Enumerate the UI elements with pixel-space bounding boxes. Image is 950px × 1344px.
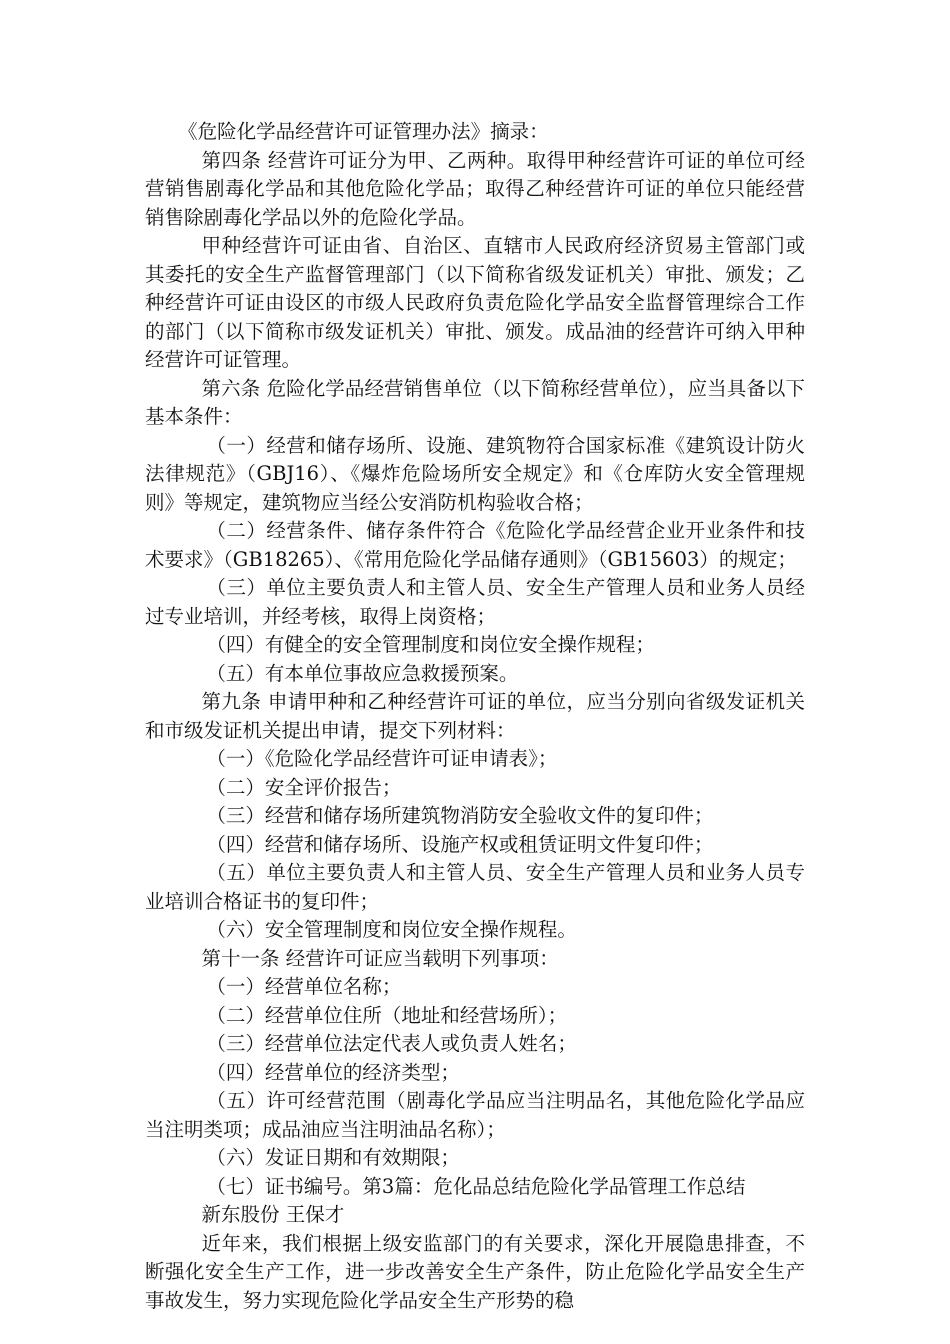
- paragraph-17: 第十一条 经营许可证应当载明下列事项：: [201, 946, 559, 970]
- paragraph-7: （三）单位主要负责人和主管人员、安全生产管理人员和业务人员经过专业培训，并经考核，取得上岗资格；: [145, 576, 805, 628]
- paragraph-20: （三）经营单位法定代表人或负责人姓名；: [206, 1032, 577, 1055]
- paragraph-3: 甲种经营许可证由省、自治区、直辖市人民政府经济贸易主管部门或其委托的安全生产监督管理部门（以下简称省级发证机关）审批、颁发；乙种经营许可证由设区的市级人民政府负责危险化学品安全监督管理综合工作的部门（以下简称市级发证机关）审批、颁发。成品油的经营许可纳入甲种经营许可证管理。: [145, 234, 805, 371]
- paragraph-23: （六）发证日期和有效期限；: [206, 1146, 460, 1169]
- paragraph-24: （七）证书编号。第3篇：危化品总结危险化学品管理工作总结: [206, 1174, 746, 1198]
- paragraph-9: （五）有本单位事故应急救援预案。: [206, 661, 519, 685]
- document-body: [145, 118, 805, 1315]
- paragraph-2: 第四条 经营许可证分为甲、乙两种。取得甲种经营许可证的单位可经营销售剧毒化学品和其他危险化学品；取得乙种经营许可证的单位只能经营销售除剧毒化学品以外的危险化学品。: [145, 148, 805, 229]
- paragraph-5: （一）经营和储存场所、设施、建筑物符合国家标准《建筑设计防火法律规范》（GBJ16）、《爆炸危险场所安全规定》和《仓库防火安全管理规则》等规定，建筑物应当经公安消防机构验收合格；: [145, 433, 805, 514]
- paragraph-12: （二）安全评价报告；: [206, 775, 402, 799]
- paragraph-19: （二）经营单位住所（地址和经营场所）；: [206, 1003, 568, 1027]
- paragraph-8: （四）有健全的安全管理制度和岗位安全操作规程；: [206, 633, 655, 656]
- paragraph-16: （六）安全管理制度和岗位安全操作规程。: [206, 918, 577, 941]
- paragraph-11: （一）《危险化学品经营许可证申请表》；: [206, 747, 558, 770]
- paragraph-10: 第九条 申请甲种和乙种经营许可证的单位，应当分别向省级发证机关和市级发证机关提出申请，提交下列材料：: [145, 690, 805, 742]
- paragraph-22: （五）许可经营范围（剧毒化学品应当注明品名，其他危险化学品应当注明类项；成品油应当注明油品名称）；: [145, 1089, 805, 1141]
- paragraph-6: （二）经营条件、储存条件符合《危险化学品经营企业开业条件和技术要求》（GB18265）、《常用危险化学品储存通则》（GB15603）的规定；: [145, 519, 805, 571]
- paragraph-21: （四）经营单位的经济类型；: [206, 1060, 460, 1084]
- paragraph-4: 第六条 危险化学品经营销售单位（以下简称经营单位），应当具备以下基本条件：: [145, 376, 805, 428]
- paragraph-18: （一）经营单位名称；: [206, 975, 402, 998]
- paragraph-25: 新东股份 王保才: [201, 1203, 345, 1226]
- paragraph-1: 《危险化学品经营许可证管理办法》摘录：: [178, 120, 549, 143]
- paragraph-15: （五）单位主要负责人和主管人员、安全生产管理人员和业务人员专业培训合格证书的复印件；: [145, 861, 805, 913]
- paragraph-14: （四）经营和储存场所、设施产权或租赁证明文件复印件；: [206, 832, 714, 856]
- paragraph-26: 近年来，我们根据上级安监部门的有关要求，深化开展隐患排查，不断强化安全生产工作，进一步改善安全生产条件，防止危险化学品安全生产事故发生，努力实现危险化学品安全生产形势的稳: [145, 1231, 805, 1312]
- paragraph-13: （三）经营和储存场所建筑物消防安全验收文件的复印件；: [206, 804, 714, 827]
